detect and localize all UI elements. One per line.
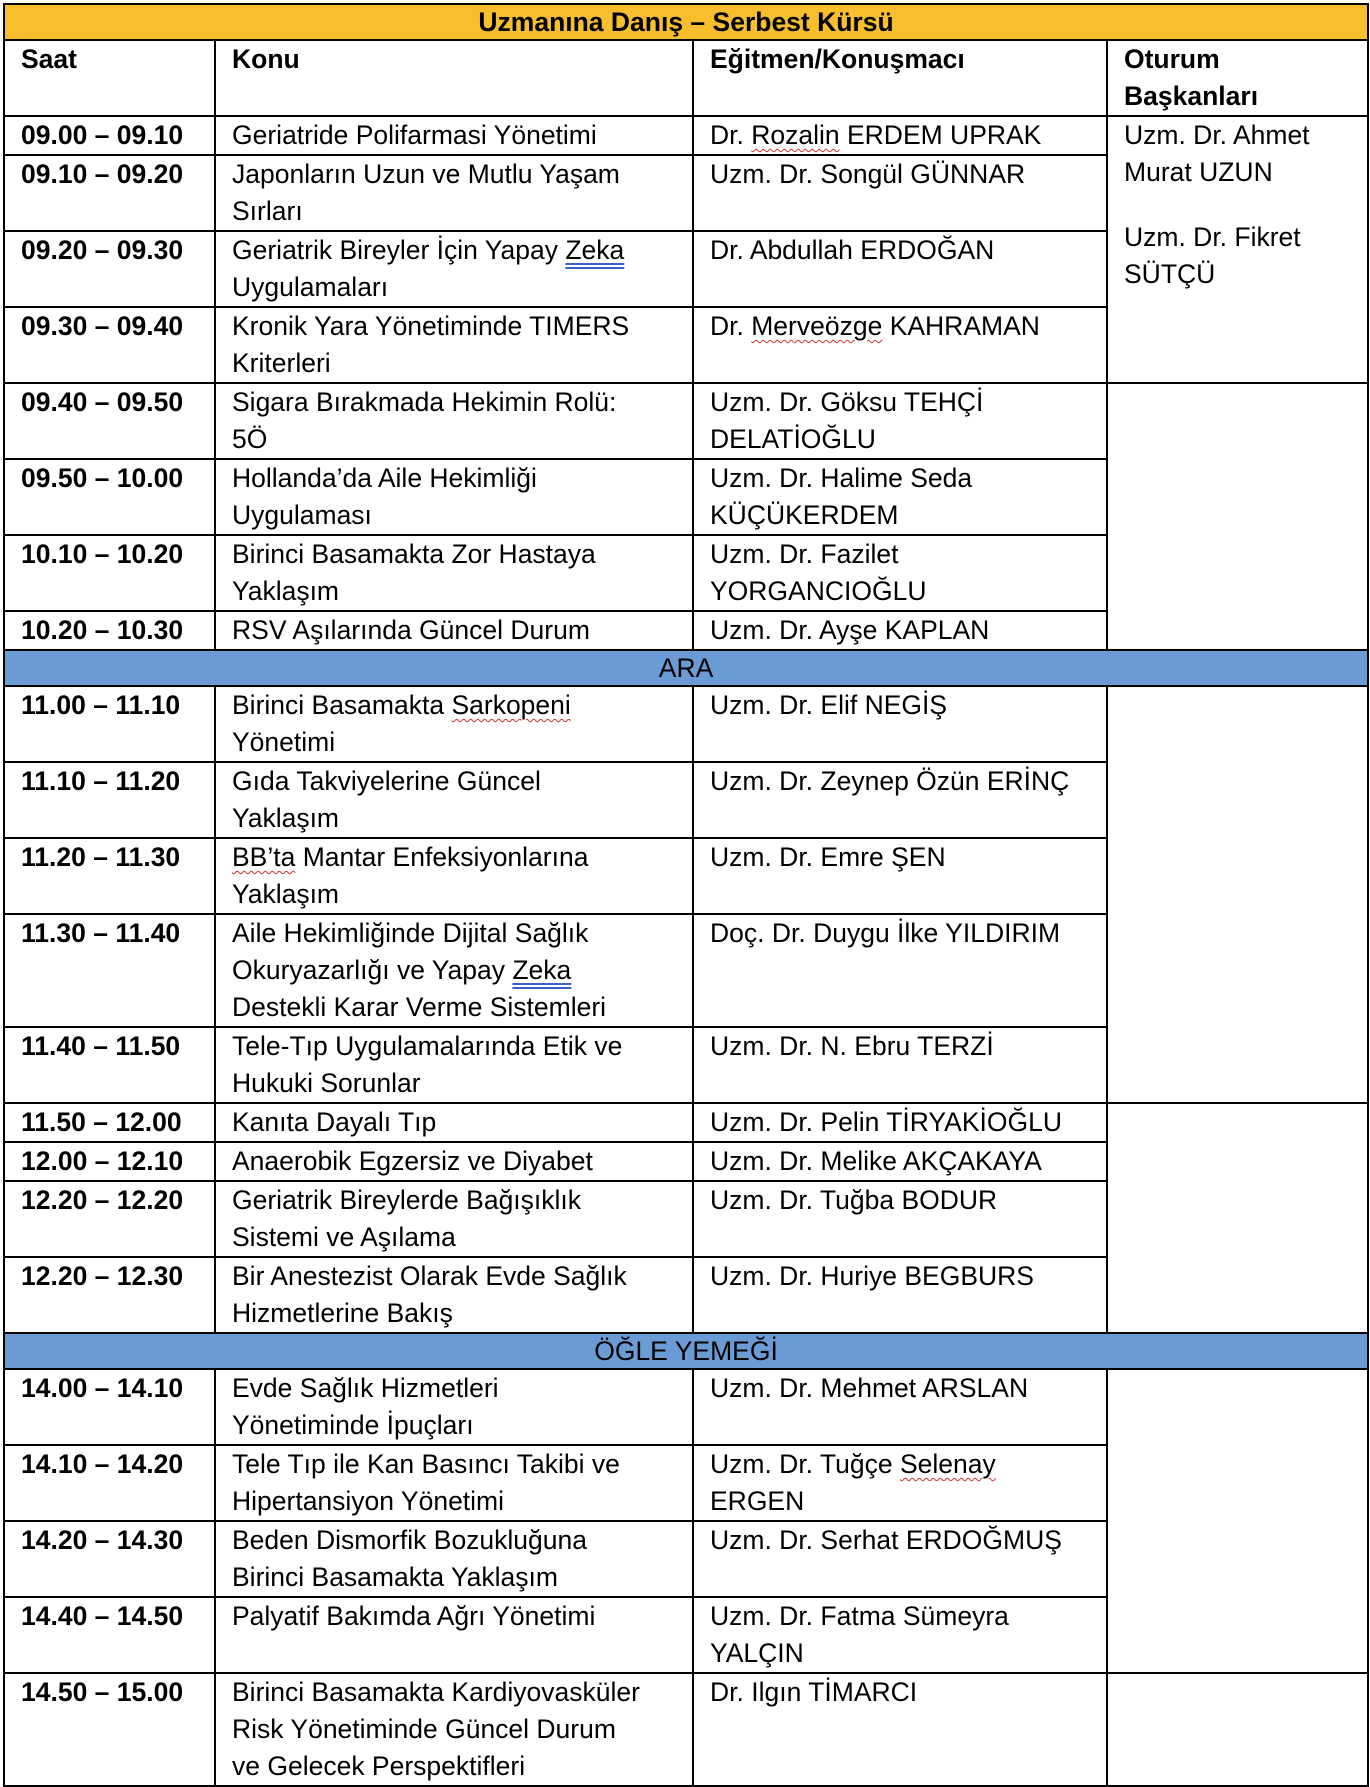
row-time: 11.10 – 11.20 xyxy=(4,762,215,838)
row-time: 09.50 – 10.00 xyxy=(4,459,215,535)
row-speaker: Uzm. Dr. Halime Seda KÜÇÜKERDEM xyxy=(693,459,1107,535)
row-topic: Kronik Yara Yönetiminde TIMERS Kriterleri xyxy=(215,307,693,383)
row-speaker: Uzm. Dr. Göksu TEHÇİ DELATİOĞLU xyxy=(693,383,1107,459)
row-topic: Palyatif Bakımda Ağrı Yönetimi xyxy=(215,1597,693,1673)
row-topic: Evde Sağlık Hizmetleri Yönetiminde İpuçları xyxy=(215,1369,693,1445)
row-topic: Birinci Basamakta Kardiyovasküler Risk Yönetiminde Güncel Durum ve Gelecek Perspektifleri xyxy=(215,1673,693,1786)
break-row-ara xyxy=(4,650,1368,686)
row-time: 09.00 – 09.10 xyxy=(4,116,215,155)
chair-name: Uzm. Dr. Fikret SÜTÇÜ xyxy=(1124,222,1301,289)
row-topic: Geriatride Polifarmasi Yönetimi xyxy=(215,116,693,155)
row-topic: Gıda Takviyelerine Güncel Yaklaşım xyxy=(215,762,693,838)
break-label: ARA xyxy=(4,650,1368,686)
row-topic: Kanıta Dayalı Tıp xyxy=(215,1103,693,1142)
program-table xyxy=(3,3,1369,1787)
row-topic: Birinci Basamakta Sarkopeni Yönetimi xyxy=(215,686,693,762)
row-topic: Japonların Uzun ve Mutlu Yaşam Sırları xyxy=(215,155,693,231)
row-topic: Beden Dismorfik Bozukluğuna Birinci Basamakta Yaklaşım xyxy=(215,1521,693,1597)
row-time: 11.30 – 11.40 xyxy=(4,914,215,1027)
row-time: 14.00 – 14.10 xyxy=(4,1369,215,1445)
table-title: Uzmanına Danış – Serbest Kürsü xyxy=(4,4,1368,40)
row-speaker: Dr. Abdullah ERDOĞAN xyxy=(693,231,1107,307)
row-speaker: Uzm. Dr. Fazilet YORGANCIOĞLU xyxy=(693,535,1107,611)
session-chairs xyxy=(1107,116,1368,383)
row-topic: RSV Aşılarında Güncel Durum xyxy=(215,611,693,650)
row-time: 10.10 – 10.20 xyxy=(4,535,215,611)
row-time: 09.10 – 09.20 xyxy=(4,155,215,231)
row-speaker: Dr. Rozalin ERDEM UPRAK xyxy=(693,116,1107,155)
row-topic: Tele Tıp ile Kan Basıncı Takibi ve Hipertansiyon Yönetimi xyxy=(215,1445,693,1521)
row-speaker: Uzm. Dr. Tuğba BODUR xyxy=(693,1181,1107,1257)
row-topic: Tele-Tıp Uygulamalarında Etik ve Hukuki Sorunlar xyxy=(215,1027,693,1103)
row-speaker: Uzm. Dr. Ayşe KAPLAN xyxy=(693,611,1107,650)
title-row xyxy=(4,4,1368,40)
header-saat: Saat xyxy=(4,40,215,116)
row-time: 12.00 – 12.10 xyxy=(4,1142,215,1181)
table-row xyxy=(4,383,1368,459)
table-row xyxy=(4,686,1368,762)
row-time: 12.20 – 12.30 xyxy=(4,1257,215,1333)
row-time: 09.40 – 09.50 xyxy=(4,383,215,459)
row-time: 09.20 – 09.30 xyxy=(4,231,215,307)
empty-chair-cell xyxy=(1107,383,1368,650)
header-row xyxy=(4,40,1368,116)
row-speaker: Uzm. Dr. Fatma Sümeyra YALÇIN xyxy=(693,1597,1107,1673)
row-topic: Aile Hekimliğinde Dijital Sağlık Okuryazarlığı ve Yapay Zeka Destekli Karar Verme Sistemleri xyxy=(215,914,693,1027)
header-konu: Konu xyxy=(215,40,693,116)
row-speaker: Uzm. Dr. Serhat ERDOĞMUŞ xyxy=(693,1521,1107,1597)
row-time: 09.30 – 09.40 xyxy=(4,307,215,383)
row-time: 11.40 – 11.50 xyxy=(4,1027,215,1103)
row-topic: BB’ta Mantar Enfeksiyonlarına Yaklaşım xyxy=(215,838,693,914)
row-time: 12.20 – 12.20 xyxy=(4,1181,215,1257)
row-time: 14.10 – 14.20 xyxy=(4,1445,215,1521)
row-speaker: Uzm. Dr. Huriye BEGBURS xyxy=(693,1257,1107,1333)
row-time: 11.50 – 12.00 xyxy=(4,1103,215,1142)
row-speaker: Doç. Dr. Duygu İlke YILDIRIM xyxy=(693,914,1107,1027)
row-speaker: Dr. Merveözge KAHRAMAN xyxy=(693,307,1107,383)
row-topic: Bir Anestezist Olarak Evde Sağlık Hizmetlerine Bakış xyxy=(215,1257,693,1333)
row-topic: Birinci Basamakta Zor Hastaya Yaklaşım xyxy=(215,535,693,611)
break-label: ÖĞLE YEMEĞİ xyxy=(4,1333,1368,1369)
row-speaker: Uzm. Dr. N. Ebru TERZİ xyxy=(693,1027,1107,1103)
table-row xyxy=(4,1673,1368,1786)
row-topic: Anaerobik Egzersiz ve Diyabet xyxy=(215,1142,693,1181)
row-speaker: Uzm. Dr. Elif NEGİŞ xyxy=(693,686,1107,762)
header-oturum: Oturum Başkanları xyxy=(1107,40,1368,116)
row-speaker: Uzm. Dr. Pelin TİRYAKİOĞLU xyxy=(693,1103,1107,1142)
break-row-ogle xyxy=(4,1333,1368,1369)
row-speaker: Uzm. Dr. Tuğçe Selenay ERGEN xyxy=(693,1445,1107,1521)
empty-chair-cell xyxy=(1107,1369,1368,1673)
row-time: 14.20 – 14.30 xyxy=(4,1521,215,1597)
row-time: 11.20 – 11.30 xyxy=(4,838,215,914)
table-row xyxy=(4,1103,1368,1142)
row-time: 14.40 – 14.50 xyxy=(4,1597,215,1673)
row-time: 11.00 – 11.10 xyxy=(4,686,215,762)
row-topic: Hollanda’da Aile Hekimliği Uygulaması xyxy=(215,459,693,535)
row-speaker: Uzm. Dr. Melike AKÇAKAYA xyxy=(693,1142,1107,1181)
empty-chair-cell xyxy=(1107,1673,1368,1786)
row-speaker: Uzm. Dr. Zeynep Özün ERİNÇ xyxy=(693,762,1107,838)
empty-chair-cell xyxy=(1107,686,1368,1103)
row-speaker: Uzm. Dr. Emre ŞEN xyxy=(693,838,1107,914)
row-topic: Geriatrik Bireylerde Bağışıklık Sistemi ve Aşılama xyxy=(215,1181,693,1257)
row-topic: Geriatrik Bireyler İçin Yapay Zeka Uygulamaları xyxy=(215,231,693,307)
header-egitmen: Eğitmen/Konuşmacı xyxy=(693,40,1107,116)
row-time: 14.50 – 15.00 xyxy=(4,1673,215,1786)
empty-chair-cell xyxy=(1107,1103,1368,1333)
row-speaker: Uzm. Dr. Mehmet ARSLAN xyxy=(693,1369,1107,1445)
row-speaker: Uzm. Dr. Songül GÜNNAR xyxy=(693,155,1107,231)
table-row xyxy=(4,1369,1368,1445)
row-time: 10.20 – 10.30 xyxy=(4,611,215,650)
table-row xyxy=(4,116,1368,155)
chair-name: Uzm. Dr. Ahmet Murat UZUN xyxy=(1124,120,1310,187)
row-speaker: Dr. Ilgın TİMARCI xyxy=(693,1673,1107,1786)
row-topic: Sigara Bırakmada Hekimin Rolü: 5Ö xyxy=(215,383,693,459)
